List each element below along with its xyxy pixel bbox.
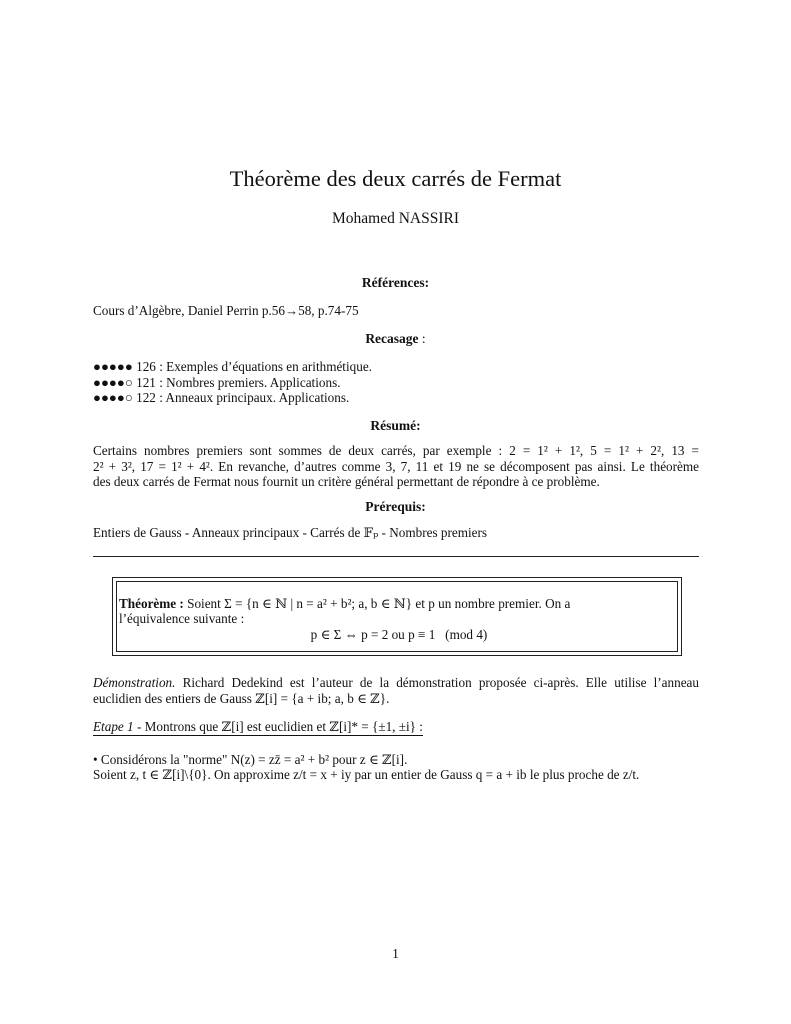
recasage-heading-label: Recasage: [365, 331, 419, 346]
section-divider: [93, 556, 699, 557]
resume-line-2: 2² + 3², 17 = 1² + 4². En revanche, d’autres comme 3, 7, 11 et 19 ne se décomposent pas ainsi. Le théorème: [93, 459, 699, 474]
document-author: Mohamed NASSIRI: [331, 210, 459, 227]
etape-1-heading: [93, 719, 423, 735]
theorem-statement: Soient Σ = {n ∈ ℕ | n = a² + b²; a, b ∈ ℕ} et p un nombre premier. On a: [183, 596, 571, 611]
theorem-line-2: l’équivalence suivante :: [119, 611, 245, 626]
demonstration-line-2: euclidien des entiers de Gauss ℤ[i] = {a + ib; a, b ∈ ℤ}.: [93, 691, 390, 706]
references-heading: Références:: [361, 275, 430, 290]
demonstration-text: Richard Dedekind est l’auteur de la démonstration proposée ci-après. Elle utilise l’anneau: [175, 675, 699, 690]
recasage-item-126: ●●●●● 126 : Exemples d’équations en arithmétique.: [93, 359, 372, 374]
recasage-item-122: ●●●●○ 122 : Anneaux principaux. Applications.: [93, 390, 350, 405]
page-number: 1: [392, 946, 399, 961]
theorem-label: Théorème :: [119, 596, 184, 611]
resume-line-1: Certains nombres premiers sont sommes de deux carrés, par exemple : 2 = 1² + 1², 5 = 1² + 2², 13 =: [93, 443, 699, 458]
document-title: Théorème des deux carrés de Fermat: [229, 166, 562, 191]
demonstration-line-1: [93, 675, 699, 691]
theorem-formula: p ∈ Σ ⇔ p = 2 ou p ≡ 1 (mod 4): [310, 627, 488, 642]
prerequis-text: Entiers de Gauss - Anneaux principaux - Carrés de 𝔽ₚ - Nombres premiers: [93, 525, 488, 540]
resume-heading: Résumé:: [370, 418, 421, 433]
recasage-heading-suffix: :: [418, 331, 426, 346]
references-text: Cours d’Algèbre, Daniel Perrin p.56→58, p.74-75: [93, 303, 359, 318]
prerequis-heading: Prérequis:: [365, 499, 426, 514]
etape-1-text: - Montrons que ℤ[i] est euclidien et ℤ[i]* = {±1, ±i} :: [133, 719, 423, 734]
etape-1-label: Etape 1: [93, 719, 134, 734]
body-line-1: • Considérons la "norme" N(z) = zz̄ = a² + b² pour z ∈ ℤ[i].: [93, 752, 408, 767]
recasage-heading: [0, 331, 791, 347]
resume-line-3: des deux carrés de Fermat nous fournit un critère général permettant de répondre à ce problème.: [93, 474, 600, 489]
etape-1-underlined: [93, 719, 423, 736]
recasage-item-121: ●●●●○ 121 : Nombres premiers. Applications.: [93, 375, 341, 390]
demonstration-label: Démonstration.: [93, 675, 176, 690]
body-line-2: Soient z, t ∈ ℤ[i]\{0}. On approxime z/t = x + iy par un entier de Gauss q = a + ib le plus proche de z/t.: [93, 767, 640, 782]
theorem-line-1: [119, 596, 659, 612]
